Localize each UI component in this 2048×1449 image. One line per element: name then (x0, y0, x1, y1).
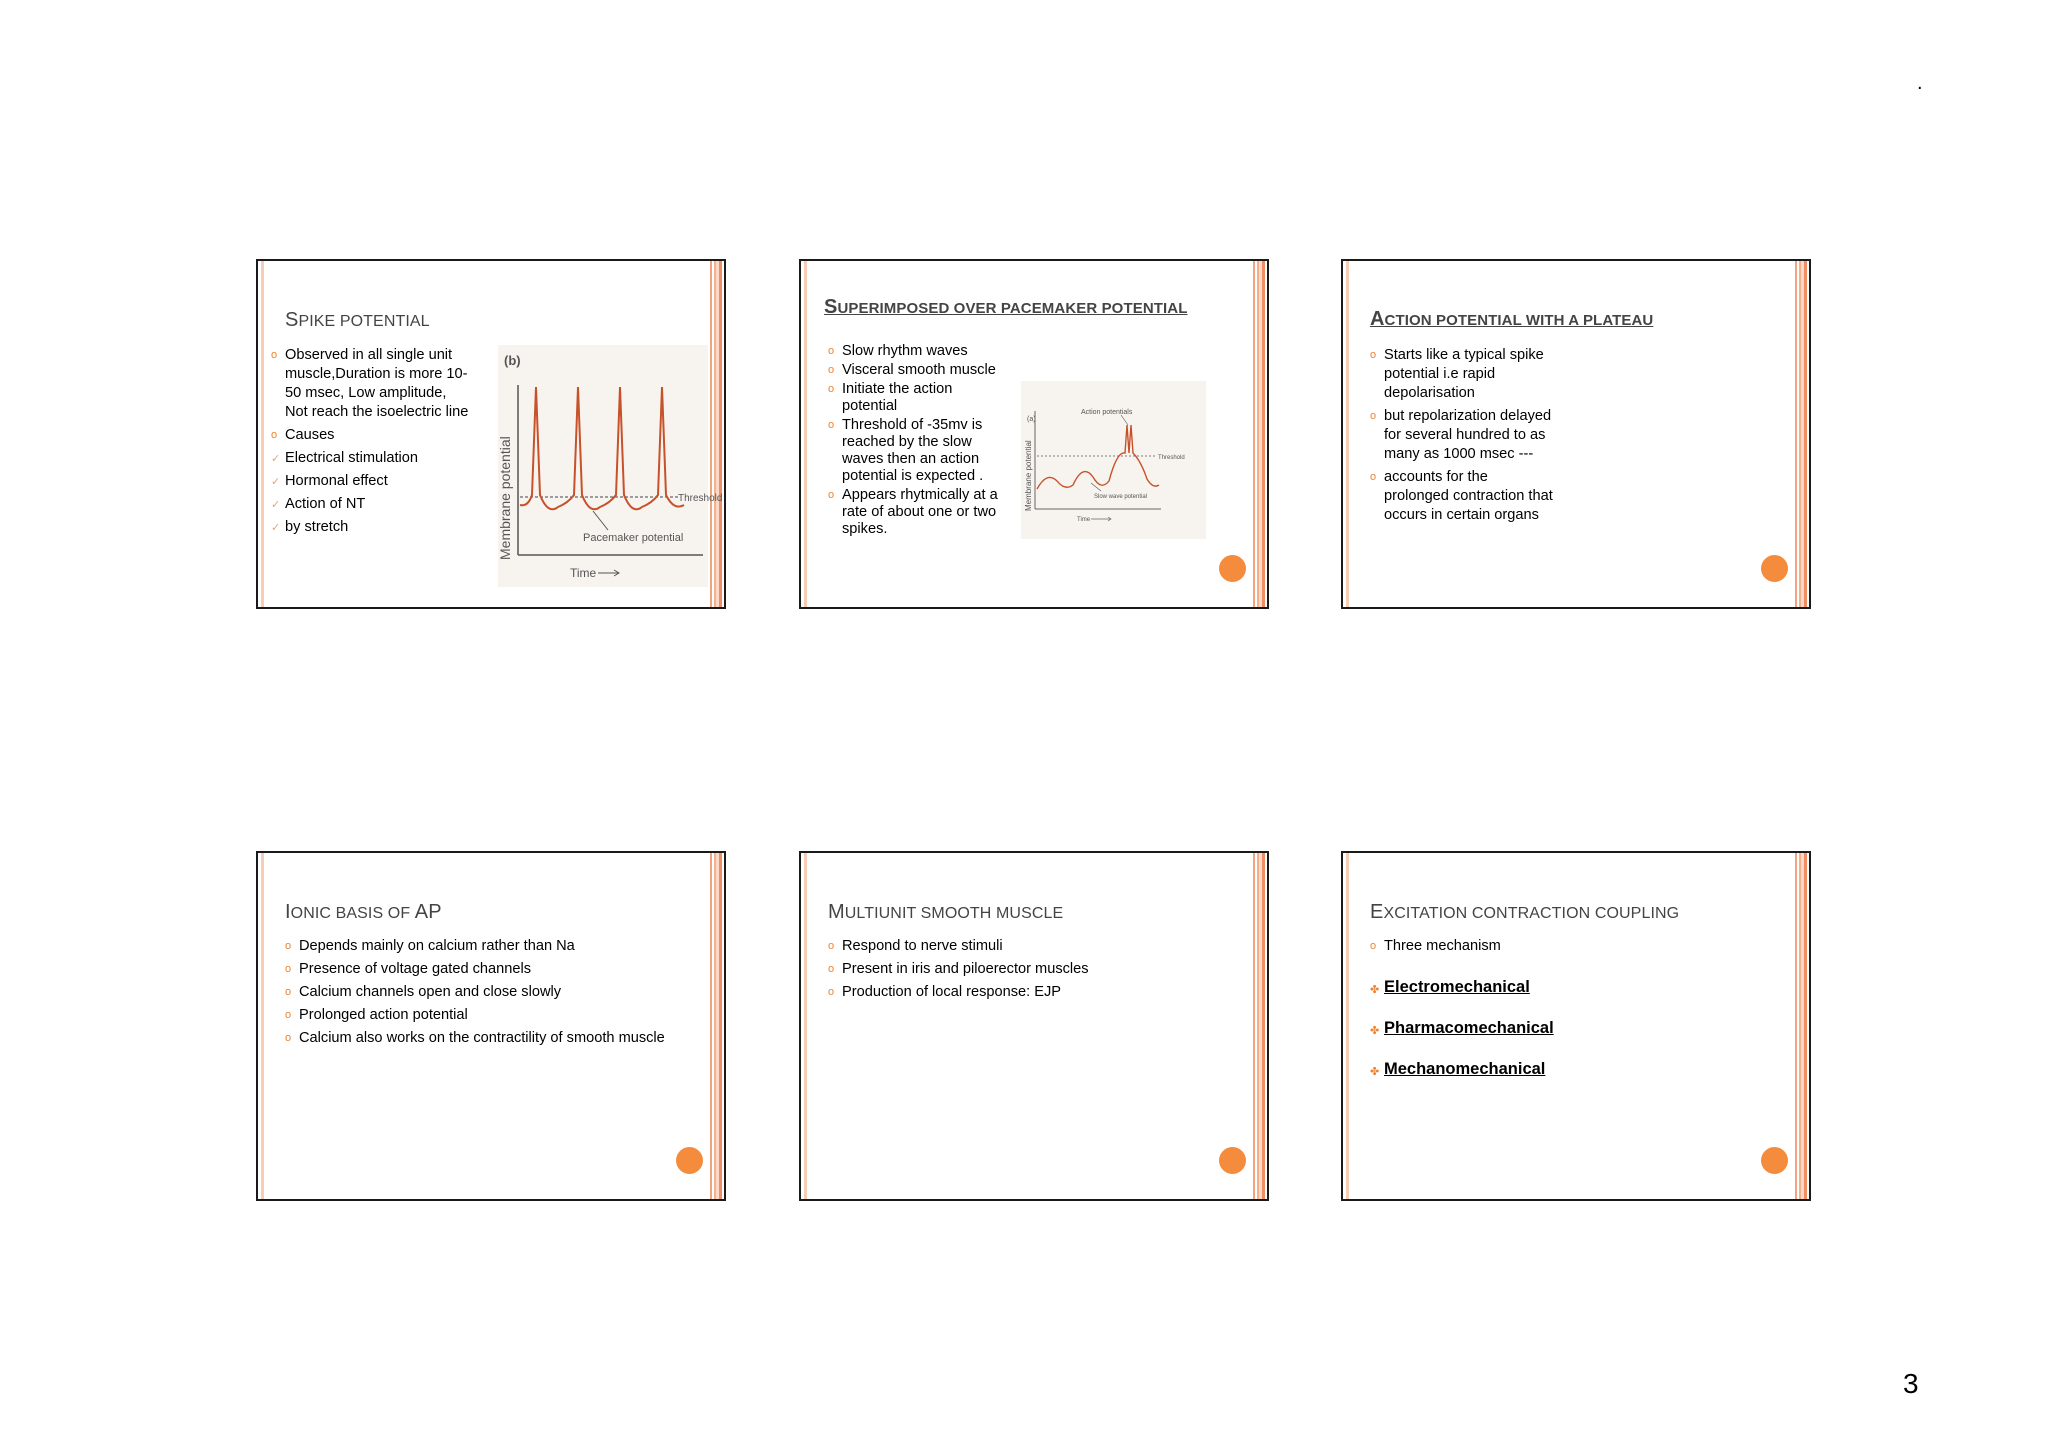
list-item: o Three mechanism (1370, 938, 1501, 954)
accent-dot (1219, 555, 1246, 582)
spike-potential-figure (497, 345, 723, 587)
bullet-ring-icon: o (828, 419, 835, 431)
bullet-list (285, 937, 665, 1052)
bullet-ring-icon: o (285, 1009, 292, 1021)
figure-x-axis-label: Time (570, 566, 597, 580)
list-item: o Production of local response: EJP (828, 984, 1062, 1000)
checkmark-icon: ✓ (271, 476, 281, 488)
checkmark-icon: ✓ (271, 453, 281, 465)
accent-dot (1219, 1147, 1246, 1174)
threshold-label: Threshold (1158, 455, 1185, 461)
list-item: ✓ Hormonal effect (271, 472, 471, 491)
list-item: ✓ Electrical stimulation (271, 449, 471, 468)
checkmark-icon: ✓ (271, 522, 281, 534)
list-item: o Threshold of -35mv is reached by the slow waves then an action potential is expected . (828, 417, 984, 484)
accent-dot (1761, 1147, 1788, 1174)
list-item: o Starts like a typical spike potential i.e rapid depolarisation (1370, 347, 1544, 401)
slide-right-stripes (1793, 853, 1809, 1199)
list-item: o Presence of voltage gated channels (285, 961, 532, 977)
slide-left-stripe (804, 261, 807, 607)
page-number: 3 (1903, 1368, 1919, 1399)
list-item: ✤ Electromechanical (1370, 978, 1770, 997)
list-item: o Calcium also works on the contractility of smooth muscle (285, 1030, 665, 1046)
slide-right-stripes (1251, 853, 1267, 1199)
bullet-ring-icon: o (285, 1032, 292, 1044)
slide-title: ACTION POTENTIAL WITH A PLATEAU (1370, 308, 1654, 330)
slide-right-stripes (1251, 261, 1267, 607)
bullet-list (271, 346, 471, 541)
list-item: o but repolarization delayed for several hundred to as many as 1000 msec --- (1370, 408, 1552, 462)
accent-dot (1761, 555, 1788, 582)
list-item: o Slow rhythm waves (828, 343, 968, 359)
bullet-ring-icon: o (1370, 349, 1377, 361)
list-item: ✓ Action of NT (271, 495, 471, 514)
diamond-bullet-icon: ✤ (1370, 1066, 1380, 1078)
slide-title: SPIKE POTENTIAL (285, 309, 430, 331)
slide-right-stripes (708, 853, 724, 1199)
bullet-list (828, 343, 1003, 542)
slide-title: EXCITATION CONTRACTION COUPLING (1370, 901, 1680, 923)
slow-wave-figure (1021, 381, 1206, 539)
list-item: ✤ Pharmacomechanical (1370, 1019, 1770, 1038)
slide-multiunit-smooth-muscle (799, 851, 1269, 1201)
slide-title: SUPERIMPOSED OVER PACEMAKER POTENTIAL (824, 296, 1188, 318)
bullet-list (828, 937, 1228, 1006)
list-item: o Calcium channels open and close slowly (285, 984, 562, 1000)
bullet-ring-icon: o (1370, 410, 1377, 422)
bullet-ring-icon: o (828, 489, 835, 501)
figure-y-axis-label: Membrane potential (497, 436, 513, 560)
slide-superimposed-pacemaker (799, 259, 1269, 609)
slide-ionic-basis (256, 851, 726, 1201)
bullet-ring-icon: o (285, 940, 292, 952)
figure-y-axis-label: Membrane potential (1024, 440, 1033, 511)
list-item: o Depends mainly on calcium rather than Na (285, 938, 575, 954)
slide-title: MULTIUNIT SMOOTH MUSCLE (828, 901, 1064, 923)
slide-left-stripe (261, 261, 264, 607)
bullet-ring-icon: o (271, 349, 278, 361)
slide-plateau-potential (1341, 259, 1811, 609)
figure-panel-label: (a) (1027, 416, 1036, 423)
diamond-bullet-icon: ✤ (1370, 1025, 1380, 1037)
slow-wave-label: Slow wave potential (1094, 494, 1148, 500)
bullet-ring-icon: o (828, 383, 835, 395)
list-item: o Appears rhytmically at a rate of about one or two spikes. (828, 487, 998, 537)
diamond-bullet-icon: ✤ (1370, 984, 1380, 996)
slide-left-stripe (1346, 261, 1349, 607)
bullet-ring-icon: o (828, 986, 835, 998)
bullet-list (1370, 937, 1770, 1083)
action-potentials-label: Action potentials (1081, 409, 1133, 416)
bullet-ring-icon: o (828, 345, 835, 357)
slide-right-stripes (1793, 261, 1809, 607)
bullet-ring-icon: o (828, 940, 835, 952)
list-item: ✓ by stretch (271, 518, 471, 537)
list-item: o Present in iris and piloerector muscles (828, 961, 1089, 977)
slide-right-stripes (708, 261, 724, 607)
list-item: o Initiate the action potential (828, 381, 953, 414)
slide-title: IONIC BASIS OF AP (285, 901, 442, 923)
figure-x-axis-label: Time (1077, 517, 1091, 523)
list-item: ✤ Mechanomechanical (1370, 1060, 1770, 1079)
bullet-ring-icon: o (1370, 471, 1377, 483)
list-item: o Causes (271, 427, 335, 443)
list-item: o Observed in all single unit muscle,Duration is more 10-50 msec, Low amplitude, Not reach the isoelectric line (271, 347, 469, 420)
list-item: o Prolonged action potential (285, 1007, 468, 1023)
bullet-ring-icon: o (828, 963, 835, 975)
pacemaker-label: Pacemaker potential (583, 532, 684, 544)
list-item: o accounts for the prolonged contraction that occurs in certain organs (1370, 469, 1553, 523)
slide-left-stripe (1346, 853, 1349, 1199)
slide-spike-potential (256, 259, 726, 609)
list-item: o Respond to nerve stimuli (828, 938, 1003, 954)
slide-excitation-contraction-coupling (1341, 851, 1811, 1201)
corner-mark: . (1917, 72, 1923, 94)
bullet-list (1370, 346, 1555, 529)
bullet-ring-icon: o (271, 429, 278, 441)
list-item: o Visceral smooth muscle (828, 362, 996, 378)
slide-left-stripe (261, 853, 264, 1199)
accent-dot (676, 1147, 703, 1174)
slide-left-stripe (804, 853, 807, 1199)
bullet-ring-icon: o (285, 963, 292, 975)
figure-panel-label: (b) (504, 353, 521, 368)
bullet-ring-icon: o (1370, 940, 1377, 952)
bullet-ring-icon: o (285, 986, 292, 998)
checkmark-icon: ✓ (271, 499, 281, 511)
threshold-label: Threshold (678, 493, 723, 504)
bullet-ring-icon: o (828, 364, 835, 376)
